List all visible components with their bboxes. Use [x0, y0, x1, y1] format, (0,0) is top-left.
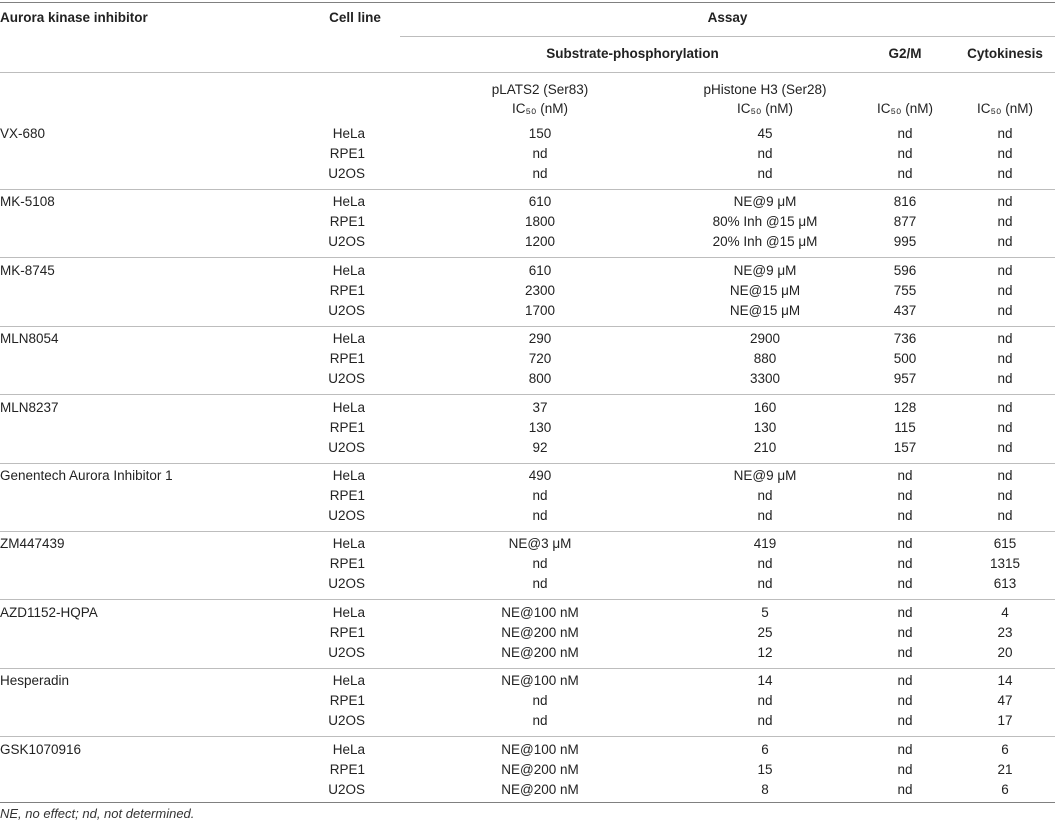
- table-bottom-rule: [0, 802, 1055, 803]
- cell-line: U2OS: [328, 576, 365, 592]
- inhibitor-name: Genentech Aurora Inhibitor 1: [0, 468, 173, 483]
- g2m-value: 957: [893, 371, 917, 387]
- group-divider: [0, 599, 1055, 600]
- cell-line: RPE1: [329, 624, 365, 640]
- plats2-value: 150: [528, 126, 552, 141]
- cyto-value: 47: [997, 693, 1013, 709]
- phh3-value: 130: [753, 419, 777, 435]
- cyto-value: nd: [997, 214, 1013, 230]
- plats2-value: 1700: [524, 302, 556, 318]
- cell-line: HeLa: [332, 331, 365, 347]
- phh3-value: nd: [757, 166, 773, 181]
- cell-line: RPE1: [329, 556, 365, 572]
- plats2-value: nd: [532, 713, 548, 729]
- g2m-value: 736: [893, 331, 917, 347]
- subheader-phh3-line1: pHistone H3 (Ser28): [703, 82, 827, 97]
- cell-line: HeLa: [332, 741, 365, 757]
- cell-line: HeLa: [332, 126, 365, 141]
- cyto-value: nd: [997, 282, 1013, 298]
- phh3-value: 880: [753, 351, 777, 367]
- plats2-value: 92: [532, 439, 548, 455]
- plats2-value: 130: [528, 419, 552, 435]
- cyto-value: nd: [997, 419, 1013, 435]
- phh3-value: 210: [753, 439, 777, 455]
- cell-line: HeLa: [332, 468, 365, 483]
- inhibitor-name: MK-8745: [0, 262, 55, 278]
- phh3-value: nd: [757, 556, 773, 572]
- plats2-value: NE@200 nM: [501, 624, 579, 640]
- phh3-value: 12: [757, 644, 773, 660]
- header-cytokinesis: Cytokinesis: [967, 46, 1043, 61]
- phh3-value: 419: [753, 536, 777, 552]
- phh3-value: nd: [757, 693, 773, 709]
- phh3-value: 15: [757, 761, 773, 777]
- cell-line: HeLa: [332, 604, 365, 620]
- subheader-g2m: IC₅₀ (nM): [876, 101, 934, 116]
- cyto-value: nd: [997, 351, 1013, 367]
- group-divider: [0, 531, 1055, 532]
- cyto-value: nd: [997, 508, 1013, 523]
- g2m-value: 596: [893, 262, 917, 278]
- g2m-value: nd: [897, 536, 913, 552]
- g2m-value: nd: [897, 761, 913, 777]
- inhibitor-name: MLN8237: [0, 399, 59, 415]
- cyto-value: nd: [997, 262, 1013, 278]
- plats2-value: 37: [532, 399, 548, 415]
- group-divider: [0, 326, 1055, 327]
- phh3-value: nd: [757, 576, 773, 592]
- cyto-value: 6: [1001, 781, 1009, 797]
- plats2-value: 1800: [524, 214, 556, 230]
- g2m-value: nd: [897, 604, 913, 620]
- g2m-value: nd: [897, 713, 913, 729]
- phh3-value: 8: [761, 781, 769, 797]
- group-divider: [0, 463, 1055, 464]
- g2m-value: nd: [897, 741, 913, 757]
- cyto-value: 615: [993, 536, 1017, 552]
- inhibitor-name: VX-680: [0, 126, 46, 141]
- plats2-value: nd: [532, 166, 548, 181]
- cyto-value: nd: [997, 439, 1013, 455]
- phh3-value: NE@15 μM: [729, 282, 801, 298]
- plats2-value: NE@200 nM: [501, 644, 579, 660]
- phh3-value: NE@9 μM: [733, 194, 797, 210]
- phh3-value: NE@9 μM: [733, 468, 797, 483]
- g2m-value: nd: [897, 488, 913, 503]
- g2m-value: 816: [893, 194, 917, 210]
- cell-line: RPE1: [329, 761, 365, 777]
- cyto-value: nd: [997, 146, 1013, 161]
- group-divider: [0, 257, 1055, 258]
- cyto-value: nd: [997, 126, 1013, 141]
- plats2-value: nd: [532, 576, 548, 592]
- phh3-value: 45: [757, 126, 773, 141]
- header-rule: [0, 72, 1055, 73]
- cyto-value: 613: [993, 576, 1017, 592]
- g2m-value: 115: [894, 419, 916, 435]
- table-top-rule: [0, 2, 1055, 3]
- header-cell-line: Cell line: [329, 10, 381, 25]
- cell-line: U2OS: [328, 234, 365, 250]
- cell-line: RPE1: [329, 351, 365, 367]
- plats2-value: NE@3 μM: [508, 536, 572, 552]
- cyto-value: 20: [997, 644, 1013, 660]
- cyto-value: nd: [997, 331, 1013, 347]
- g2m-value: nd: [897, 468, 913, 483]
- inhibitor-name: Hesperadin: [0, 673, 70, 689]
- cell-line: U2OS: [328, 781, 365, 797]
- group-divider: [0, 394, 1055, 395]
- g2m-value: 128: [893, 399, 917, 415]
- cyto-value: nd: [997, 399, 1013, 415]
- plats2-value: NE@200 nM: [501, 761, 579, 777]
- cell-line: U2OS: [328, 508, 365, 523]
- cell-line: RPE1: [329, 214, 365, 230]
- inhibitor-name: GSK1070916: [0, 741, 82, 757]
- plats2-value: nd: [532, 488, 548, 503]
- g2m-value: nd: [897, 166, 913, 181]
- subheader-plats2: [440, 80, 640, 118]
- cell-line: U2OS: [328, 439, 365, 455]
- plats2-value: NE@200 nM: [501, 781, 579, 797]
- plats2-value: nd: [532, 693, 548, 709]
- plats2-value: 2300: [524, 282, 556, 298]
- assay-rule: [400, 36, 1055, 37]
- phh3-value: nd: [757, 488, 773, 503]
- cell-line: RPE1: [329, 419, 365, 435]
- cell-line: HeLa: [332, 536, 365, 552]
- g2m-value: nd: [897, 644, 913, 660]
- group-divider: [0, 189, 1055, 190]
- subheader-phh3-line2: IC₅₀ (nM): [736, 101, 794, 116]
- cell-line: RPE1: [329, 488, 365, 503]
- g2m-value: nd: [897, 126, 913, 141]
- phh3-value: 2900: [749, 331, 781, 347]
- plats2-value: 1200: [524, 234, 556, 250]
- phh3-value: 6: [761, 741, 769, 757]
- phh3-value: NE@9 μM: [733, 262, 797, 278]
- phh3-value: 25: [757, 624, 773, 640]
- phh3-value: 20% Inh @15 μM: [712, 234, 818, 250]
- g2m-value: 437: [893, 302, 917, 318]
- g2m-value: 995: [893, 234, 917, 250]
- plats2-value: 800: [528, 371, 552, 387]
- cyto-value: 1315: [989, 556, 1021, 572]
- subheader-cyto: IC₅₀ (nM): [976, 101, 1034, 116]
- g2m-value: 755: [893, 282, 917, 298]
- plats2-value: nd: [532, 146, 548, 161]
- phh3-value: 3300: [749, 371, 781, 387]
- g2m-value: 157: [893, 439, 917, 455]
- cyto-value: nd: [997, 234, 1013, 250]
- phh3-value: 80% Inh @15 μM: [712, 214, 818, 230]
- cyto-value: 21: [997, 761, 1013, 777]
- plats2-value: NE@100 nM: [501, 604, 579, 620]
- cyto-value: nd: [997, 371, 1013, 387]
- inhibitor-name: MLN8054: [0, 331, 59, 347]
- footnote: NE, no effect; nd, not determined.: [0, 806, 195, 821]
- inhibitor-name: MK-5108: [0, 194, 55, 210]
- cell-line: U2OS: [328, 644, 365, 660]
- cyto-value: 23: [997, 624, 1013, 640]
- group-divider: [0, 668, 1055, 669]
- plats2-value: 490: [528, 468, 552, 483]
- cyto-value: nd: [997, 302, 1013, 318]
- cell-line: HeLa: [332, 673, 365, 689]
- cyto-value: 6: [1001, 741, 1009, 757]
- header-substrate: Substrate-phosphorylation: [546, 46, 719, 61]
- phh3-value: 160: [753, 399, 777, 415]
- cell-line: HeLa: [332, 262, 365, 278]
- cell-line: RPE1: [329, 146, 365, 161]
- plats2-value: 290: [528, 331, 552, 347]
- cyto-value: 17: [997, 713, 1013, 729]
- g2m-value: nd: [897, 146, 913, 161]
- subheader-plats2-line2: IC₅₀ (nM): [511, 101, 569, 116]
- header-inhibitor: Aurora kinase inhibitor: [0, 10, 148, 25]
- g2m-value: 877: [893, 214, 917, 230]
- cell-line: U2OS: [328, 166, 365, 181]
- g2m-value: nd: [897, 624, 913, 640]
- cyto-value: nd: [997, 488, 1013, 503]
- cyto-value: nd: [997, 194, 1013, 210]
- phh3-value: 5: [761, 604, 769, 620]
- cell-line: RPE1: [329, 693, 365, 709]
- cyto-value: 14: [997, 673, 1013, 689]
- phh3-value: nd: [757, 508, 773, 523]
- cell-line: U2OS: [328, 713, 365, 729]
- cell-line: U2OS: [328, 302, 365, 318]
- plats2-value: NE@100 nM: [501, 741, 579, 757]
- header-g2m: G2/M: [888, 46, 922, 61]
- g2m-value: nd: [897, 576, 913, 592]
- cell-line: RPE1: [329, 282, 365, 298]
- cell-line: HeLa: [332, 399, 365, 415]
- phh3-value: nd: [757, 713, 773, 729]
- plats2-value: nd: [532, 556, 548, 572]
- plats2-value: 610: [528, 262, 552, 278]
- header-assay: Assay: [707, 10, 748, 25]
- cell-line: HeLa: [332, 194, 365, 210]
- cyto-value: nd: [997, 166, 1013, 181]
- g2m-value: nd: [897, 556, 913, 572]
- inhibitor-name: ZM447439: [0, 536, 65, 552]
- g2m-value: nd: [897, 781, 913, 797]
- g2m-value: nd: [897, 508, 913, 523]
- subheader-phh3: [665, 80, 865, 118]
- g2m-value: 500: [893, 351, 917, 367]
- phh3-value: 14: [757, 673, 773, 689]
- inhibitor-name: AZD1152-HQPA: [0, 604, 98, 620]
- plats2-value: 610: [528, 194, 552, 210]
- group-divider: [0, 736, 1055, 737]
- g2m-value: nd: [897, 693, 913, 709]
- subheader-plats2-line1: pLATS2 (Ser83): [491, 82, 589, 97]
- plats2-value: nd: [532, 508, 548, 523]
- g2m-value: nd: [897, 673, 913, 689]
- cyto-value: 4: [1001, 604, 1009, 620]
- phh3-value: NE@15 μM: [729, 302, 801, 318]
- cyto-value: nd: [997, 468, 1013, 483]
- cell-line: U2OS: [328, 371, 365, 387]
- plats2-value: 720: [528, 351, 552, 367]
- plats2-value: NE@100 nM: [501, 673, 579, 689]
- phh3-value: nd: [757, 146, 773, 161]
